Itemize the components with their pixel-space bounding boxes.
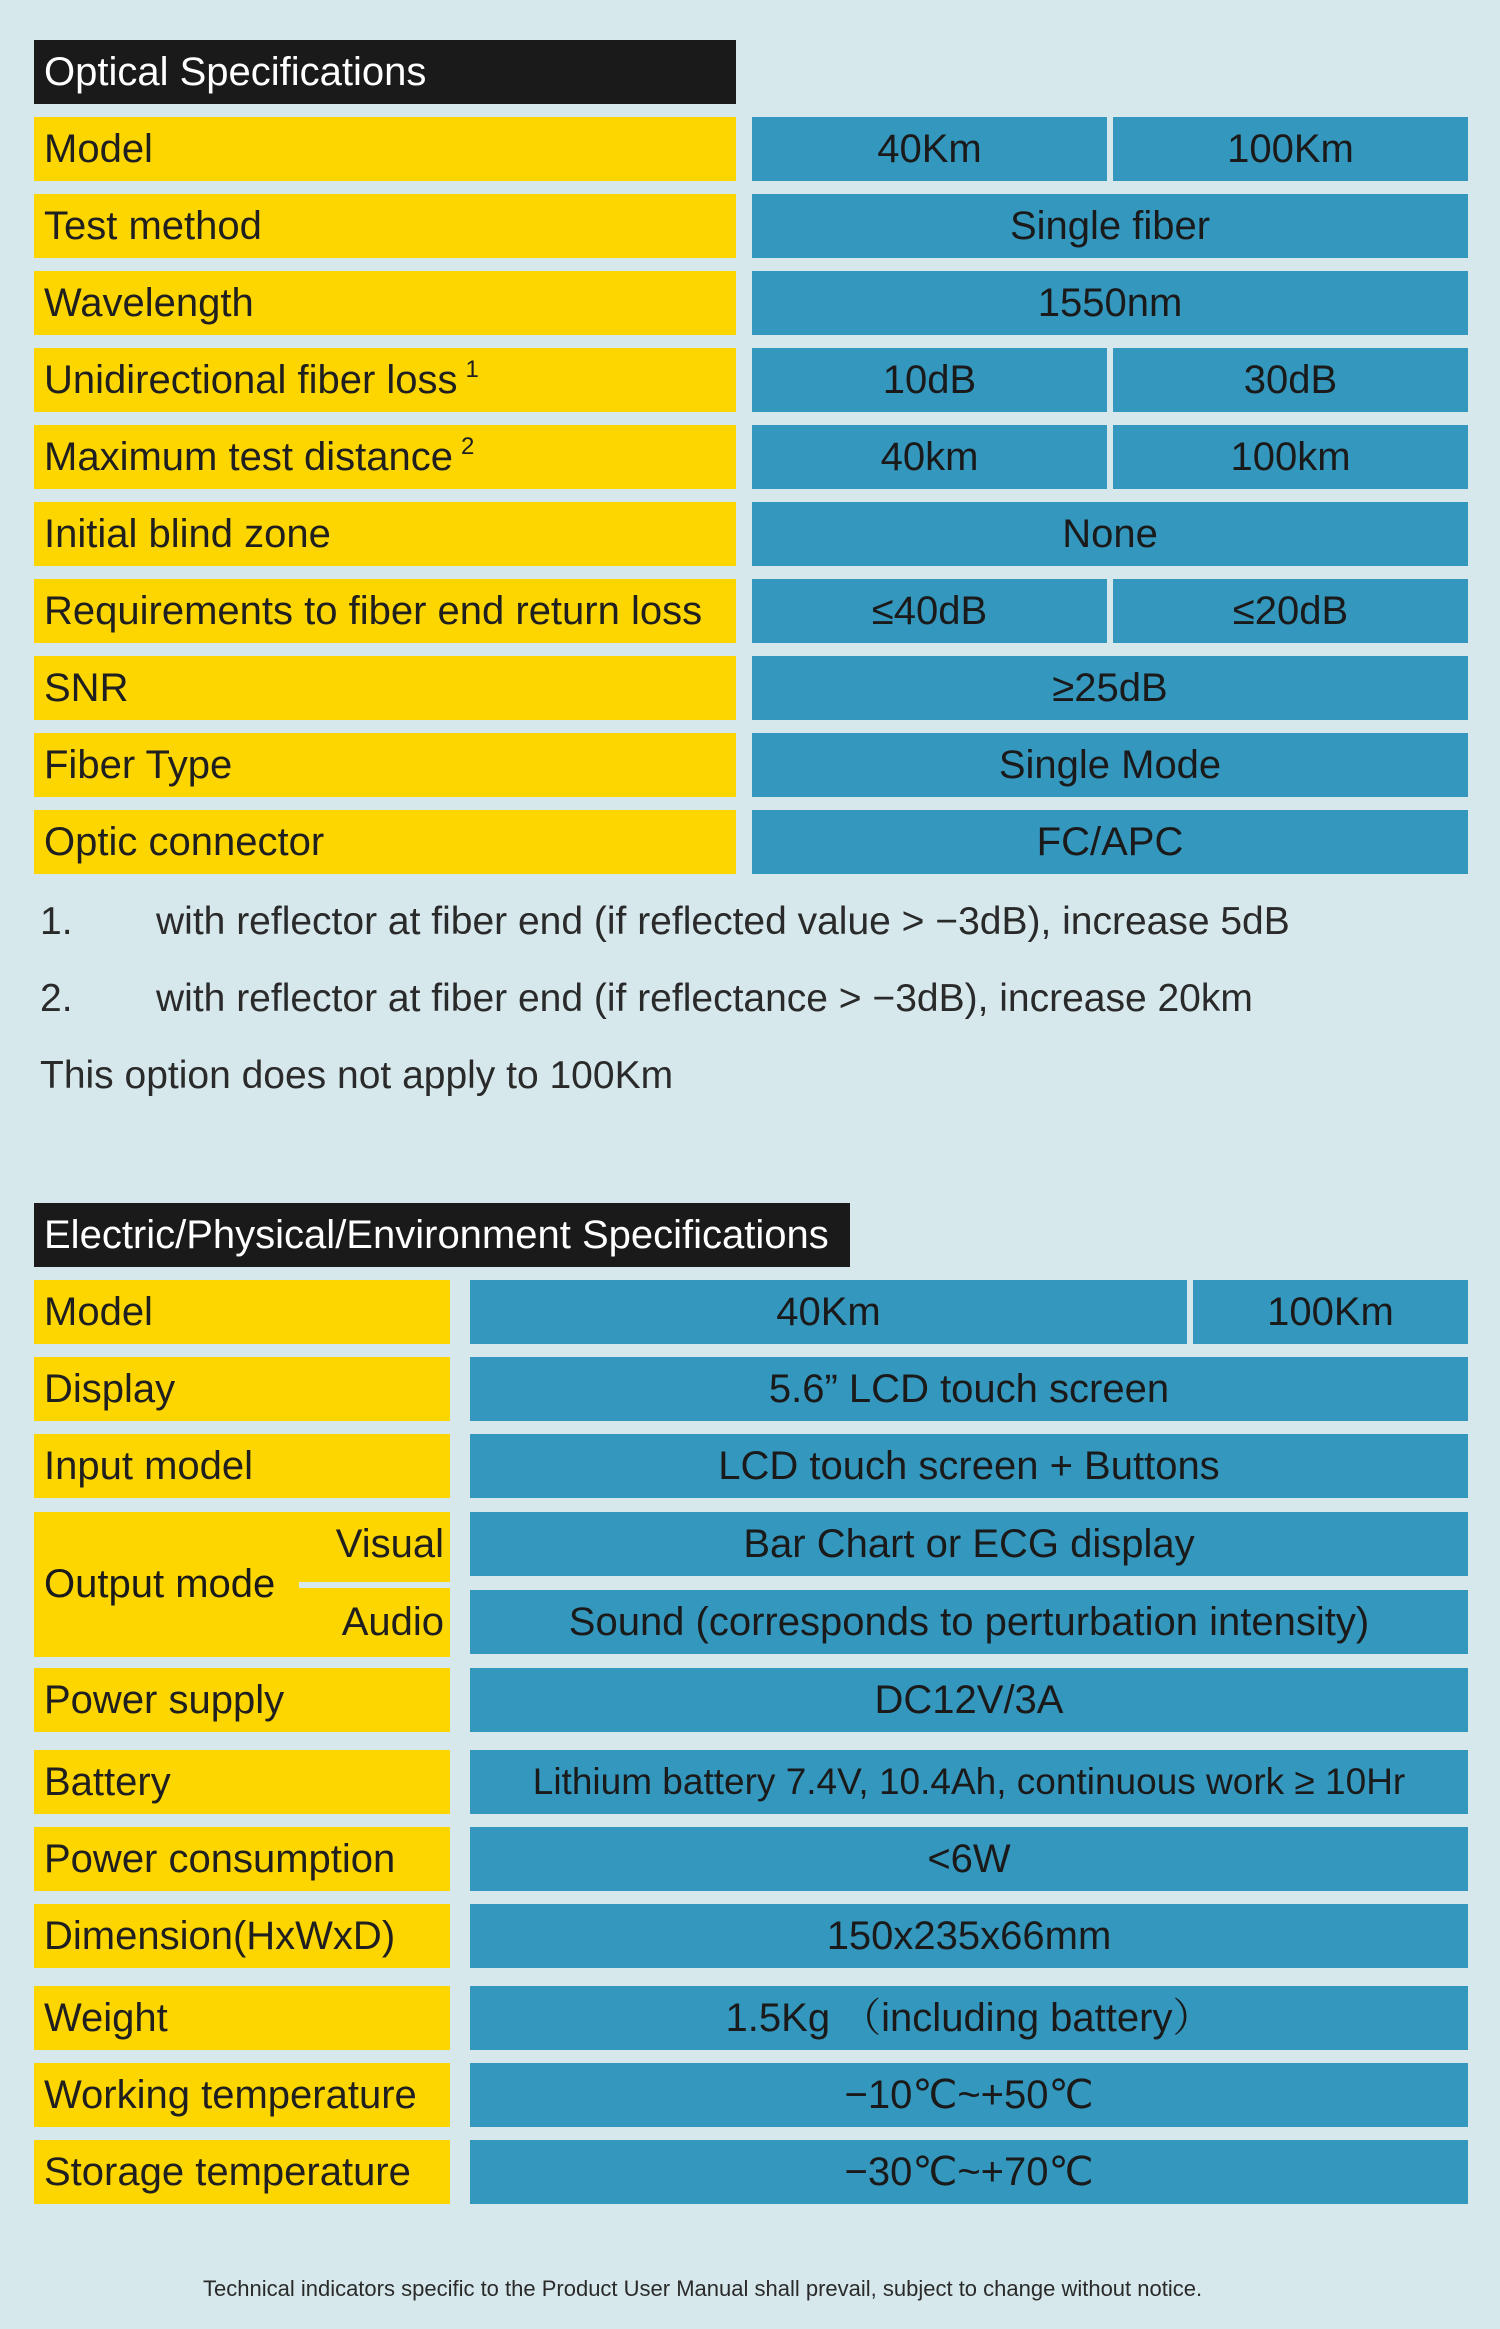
electric-row-value: 100Km <box>1193 1280 1468 1344</box>
electric-row-label: Model <box>34 1280 450 1344</box>
optical-row-value: None <box>752 502 1468 566</box>
output-mode-label: Output mode <box>44 1562 276 1606</box>
electric-row-label: Display <box>34 1357 450 1421</box>
electric-row-label: Weight <box>34 1986 450 2050</box>
optical-row-label: SNR <box>34 656 736 720</box>
optical-row-value: 100km <box>1113 425 1468 489</box>
output-audio-value: Sound (corresponds to perturbation intensity) <box>470 1590 1468 1654</box>
disclaimer-footer: Technical indicators specific to the Product User Manual shall prevail, subject to change without notice. <box>203 2276 1203 2301</box>
electric-row-label: Power supply <box>34 1668 450 1732</box>
optical-row-label: Fiber Type <box>34 733 736 797</box>
electric-row-label: Input model <box>34 1434 450 1498</box>
output-audio-label: Audio <box>341 1600 444 1644</box>
optical-row-label: Initial blind zone <box>34 502 736 566</box>
footnote-text: with reflector at fiber end (if reflected value > −3dB), increase 5dB <box>156 900 1290 943</box>
optical-row-value: ≤20dB <box>1113 579 1468 643</box>
electric-row-value: 150x235x66mm <box>470 1904 1468 1968</box>
output-mode-divider <box>299 1582 450 1588</box>
optical-row-value: ≤40dB <box>752 579 1107 643</box>
option-note: This option does not apply to 100Km <box>40 1054 674 1097</box>
electric-row-label: Storage temperature <box>34 2140 450 2204</box>
footnote-text: with reflector at fiber end (if reflectance > −3dB), increase 20km <box>156 977 1253 1020</box>
optical-row-value: Single fiber <box>752 194 1468 258</box>
electric-row-value: −10℃~+50℃ <box>470 2063 1468 2127</box>
optical-row-value: FC/APC <box>752 810 1468 874</box>
footnote-marker: 2 <box>461 433 475 460</box>
output-visual-label: Visual <box>335 1522 444 1566</box>
electric-row-label: Battery <box>34 1750 450 1814</box>
optical-row-label: Requirements to fiber end return loss <box>34 579 736 643</box>
optical-row-value: 40Km <box>752 117 1107 181</box>
optical-row-label: Optic connector <box>34 810 736 874</box>
electric-row-label: Power consumption <box>34 1827 450 1891</box>
electric-row-label: Working temperature <box>34 2063 450 2127</box>
electric-row-value: Lithium battery 7.4V, 10.4Ah, continuous work ≥ 10Hr <box>470 1750 1468 1814</box>
optical-row-value: 100Km <box>1113 117 1468 181</box>
electric-section-title: Electric/Physical/Environment Specifications <box>34 1203 850 1267</box>
optical-row-value: 30dB <box>1113 348 1468 412</box>
optical-row-label: Unidirectional fiber loss $^1$ <box>34 348 736 412</box>
optical-row-value: ≥25dB <box>752 656 1468 720</box>
optical-row-value: 10dB <box>752 348 1107 412</box>
optical-section-title: Optical Specifications <box>34 40 736 104</box>
electric-row-value: LCD touch screen + Buttons <box>470 1434 1468 1498</box>
optical-row-value: Single Mode <box>752 733 1468 797</box>
optical-row-label: Model <box>34 117 736 181</box>
optical-row-value: 1550nm <box>752 271 1468 335</box>
optical-row-label: Test method <box>34 194 736 258</box>
electric-row-value: 1.5Kg （including battery） <box>470 1986 1468 2050</box>
electric-row-value: −30℃~+70℃ <box>470 2140 1468 2204</box>
footnote-number: 2. <box>40 977 73 1020</box>
electric-row-label: Dimension(HxWxD) <box>34 1904 450 1968</box>
output-visual-value: Bar Chart or ECG display <box>470 1512 1468 1576</box>
electric-row-value: DC12V/3A <box>470 1668 1468 1732</box>
footnote-marker: 1 <box>465 356 479 383</box>
electric-row-value: 40Km <box>470 1280 1187 1344</box>
electric-row-value: 5.6” LCD touch screen <box>470 1357 1468 1421</box>
optical-row-label: Wavelength <box>34 271 736 335</box>
optical-row-label: Maximum test distance $^2$ <box>34 425 736 489</box>
electric-row-value: <6W <box>470 1827 1468 1891</box>
footnote-number: 1. <box>40 900 73 943</box>
optical-row-value: 40km <box>752 425 1107 489</box>
